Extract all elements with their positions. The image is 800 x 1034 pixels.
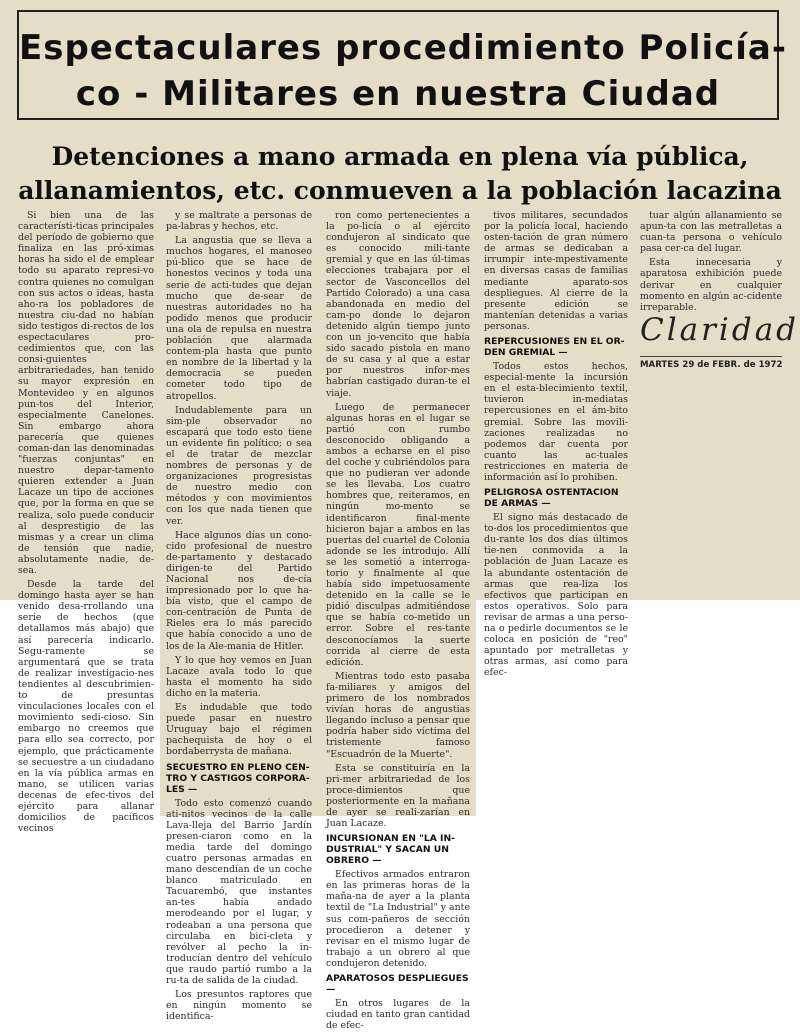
- paragraph: Los presuntos raptores que en ningún momento se identifica-: [166, 989, 312, 1023]
- section-heading: SECUESTRO EN PLENO CEN-TRO Y CASTIGOS CORPORA-LES —: [166, 761, 310, 795]
- paragraph: Desde la tarde del domingo hasta ayer se han venido desa-rrollando una serie de hechos (que detallamos más abajo) que así parecería indicarlo. Segu-ramente se argumentará que se trata de realizar investigacio-nes tendientes al descubrimien-to de presuntas vinculaciones locales con el movimiento sedi-cioso. Sin embargo no creemos que para ello sea correcto, por ejemplo, que prácticamente se secuestre a un ciudadano en la vía pública armas en mano, se utilicen varias decenas de efec-tivos del ejército para allanar domicilios de pacíficos vecinos: [18, 579, 154, 835]
- paragraph: Indudablemente para un sim-ple observador no escapará que todo esto tiene un evidente fin político; o sea el de tratar de mezclar nombres de personas y de organizaciones progresistas de nuestro medio con métodos y con movimientos con los que nada tienen que ver.: [166, 404, 312, 527]
- paragraph: Esta innecesaria y aparatosa exhibición puede derivar en cualquier momento en algún ac-cidente irreparable.: [640, 257, 782, 313]
- section-heading: REPERCUSIONES EN EL OR-DEN GREMIAL —: [484, 336, 625, 359]
- paragraph: ron como pertenecientes a la po-licía o al ejército condujeron al sindicato que es conocido mili-tante gremial y que en las úl-timas elecciones trabajara por el sector de Vasconcellos del Partido Colorado) a una casa abandonada en medio del cam-po donde lo dejaron detenido algún tiempo junto con un jo-vencito que había sido sacado pistola en mano de su casa y al que a estar por nuestros infor-mes habrían castigado duran-te el viaje.: [326, 210, 470, 399]
- paragraph: Si bien una de las característi-ticas principales del período de gobierno que finaliza en las pró-ximas horas ha sido el de emplear todo su aparato represi-vo contra quienes no comulgan con sus actos o ideas, hasta aho-ra los pobladores de nuestra ciu-dad no habían sido testigos di-rectos de los espectaculares pro-cedimientos que, con las consi-guientes arbitrariedades, han tenido su mayor expresión en Montevideo y en algunos pun-tos del Interior, especialmente Canelones. Sin embargo ahora parecería que quienes coman-dan las denominadas "fuerzas conjuntas" en nuestro depar-tamento quieren extender a Juan Lacaze un tipo de acciones que, por la forma en que se realiza, solo puede conducir al desprestigio de las mismas y a crear un clima de tensión que nadie, absolutamente nadie, de-sea.: [18, 210, 154, 576]
- headline-line-2: co - Militares en nuestra Ciudad: [75, 74, 721, 114]
- article-column-4: [484, 210, 628, 681]
- article-column-2: [166, 210, 312, 1025]
- paragraph: Efectivos armados entraron en las primeras horas de la maña-na de ayer a la planta textil de "La Industrial" y ante sus com-pañeros de sección procedieron a detener y revisar en el mismo lugar de trabajo a un obrero al que condujeron detenido.: [326, 869, 470, 969]
- subheadline-line-1: Detenciones a mano armada en plena vía pública,: [51, 142, 749, 171]
- paragraph: tivos militares, secundados por la policía local, haciendo osten-tación de gran número de armas se dedicaban a irrumpir inte-mpestivamente en diversas casas de familias mediante aparato-sos despliegues. Al cierre de la presente edición se mantenían detenidas a varias personas.: [484, 210, 628, 332]
- masthead-divider: [640, 356, 782, 357]
- paragraph: Todo esto comenzó cuando ati-nitos vecinos de la calle Lava-lleja del Barrio Jardín presen-ciaron como en la media tarde del domingo cuatro personas armadas en mano descendían de un coche blanco matriculado en Tacuarembó, que instantes an-tes había andado merodeando por el lugar, y rodeaban a una persona que circulaba en bici-cleta y revólver al pecho la in-troducían dentro del vehículo que raudo partió rumbo a la ru-ta de salida de la ciudad.: [166, 797, 312, 986]
- paragraph: tuar algún allanamiento se apun-ta con las metralletas a cuan-ta persona o vehículo pasa cer-ca del lugar.: [640, 210, 782, 255]
- article-column-5: [640, 210, 782, 316]
- paragraph: Luego de permanecer algunas horas en el lugar se partió con rumbo desconocido obligando a ambos a echarse en el piso del coche y cubriéndolos para que no pudieran ver adonde se les llevaba. Los cuatro hombres que, reiteramos, en ningún mo-mento se identificaron final-mente hicieron bajar a ambos en las puertas del cuartel de Colonia adonde se les introdujo. Allí se les sometió a interroga-torio y finalmente al que había sido impetuosamente detenido en la calle se le pidió disculpas admitiéndose que se había co-metido un error. Sobre el res-tante desconocíamos la suerte corrida al cierre de esta edición.: [326, 401, 471, 668]
- paragraph: El signo más destacado de to-dos los procedimientos que du-rante los dos días últimos tie-nen conmovida a la población de Juan Lacaze es la abundante ostentación de armas que rea-liza los efectivos que participan en estos operativos. Solo para revisar de armas a una perso-na o pedirle documentos se le coloca en posición de "reo" apuntado por metralletas y otras armas, así como para efec-: [484, 512, 628, 679]
- headline-box: [17, 10, 787, 120]
- paragraph: Todos estos hechos, especial-mente la incursión en el esta-blecimiento textil, tuvieron in-mediatas repercusiones en el ám-bito gremial. Sobre las movili-zaciones realizadas no podemos dar cuenta por cuanto las ac-tuales restricciones en materia de información así lo prohiben.: [484, 361, 628, 483]
- paragraph: y se maltrate a personas de pa-labras y hechos, etc.: [166, 210, 312, 233]
- paragraph: Mientras todo esto pasaba fa-miliares y amigos del primero de los nombrados vivían horas de angustias llegando incluso a pensar que podría haber sido víctima del tristemente famoso "Escuadrón de la Muerte".: [326, 670, 470, 760]
- section-heading: PELIGROSA OSTENTACION DE ARMAS —: [484, 487, 619, 510]
- section-heading: APARATOSOS DESPLIEGUES —: [326, 973, 469, 995]
- paragraph: La angustia que se lleva a muchos hogares, el manoseo pú-blico que se hace de honestos vecinos y toda una serie de acti-tudes que dejan mucho que de-sear de nuestras autoridades no ha podido menos que producir una ola de repulsa en nuestra población que alarmada contem-pla hasta que punto en nombre de la libertad y la democracia se pueden cometer todo tipo de atropellos.: [166, 235, 312, 402]
- publication-date: MARTES 29 de FEBR. de 1972: [640, 360, 783, 370]
- article-column-3: [326, 210, 470, 1034]
- subheadline-line-2: allanamientos, etc. conmueven a la población lacazina: [18, 176, 782, 205]
- paragraph: Es indudable que todo puede pasar en nuestro Uruguay bajo el régimen pachequista de hoy o el bordaberrysta de mañana.: [166, 702, 312, 758]
- article-column-1: [18, 210, 154, 837]
- paragraph: Y lo que hoy vemos en Juan Lacaze avala todo lo que hasta el momento ha sido dicho en la materia.: [166, 654, 312, 699]
- headline-line-1: Espectaculares procedimiento Policía-: [19, 28, 787, 68]
- paragraph: Esta se constituiría en la pri-mer arbitrariedad de los proce-dimientos que posteriormente en la mañana de ayer se reali-zarían en Juan Lacaze.: [326, 762, 470, 830]
- newspaper-logo: Claridad: [640, 312, 800, 348]
- section-heading: INCURSIONAN EN "LA IN-DUSTRIAL" Y SACAN UN OBRERO —: [326, 833, 455, 867]
- paragraph: En otros lugares de la ciudad en tanto gran cantidad de efec-: [326, 998, 470, 1032]
- paragraph: Hace algunos días un cono-cido profesional de nuestro de-partamento y destacado dirigen-te del Partido Nacional nos de-cía impresionado por lo que ha-bía visto, que el campo de con-centración de Punta de Rieles era lo más parecido que había conocido a uno de los de la Ale-mania de Hitler.: [166, 529, 312, 652]
